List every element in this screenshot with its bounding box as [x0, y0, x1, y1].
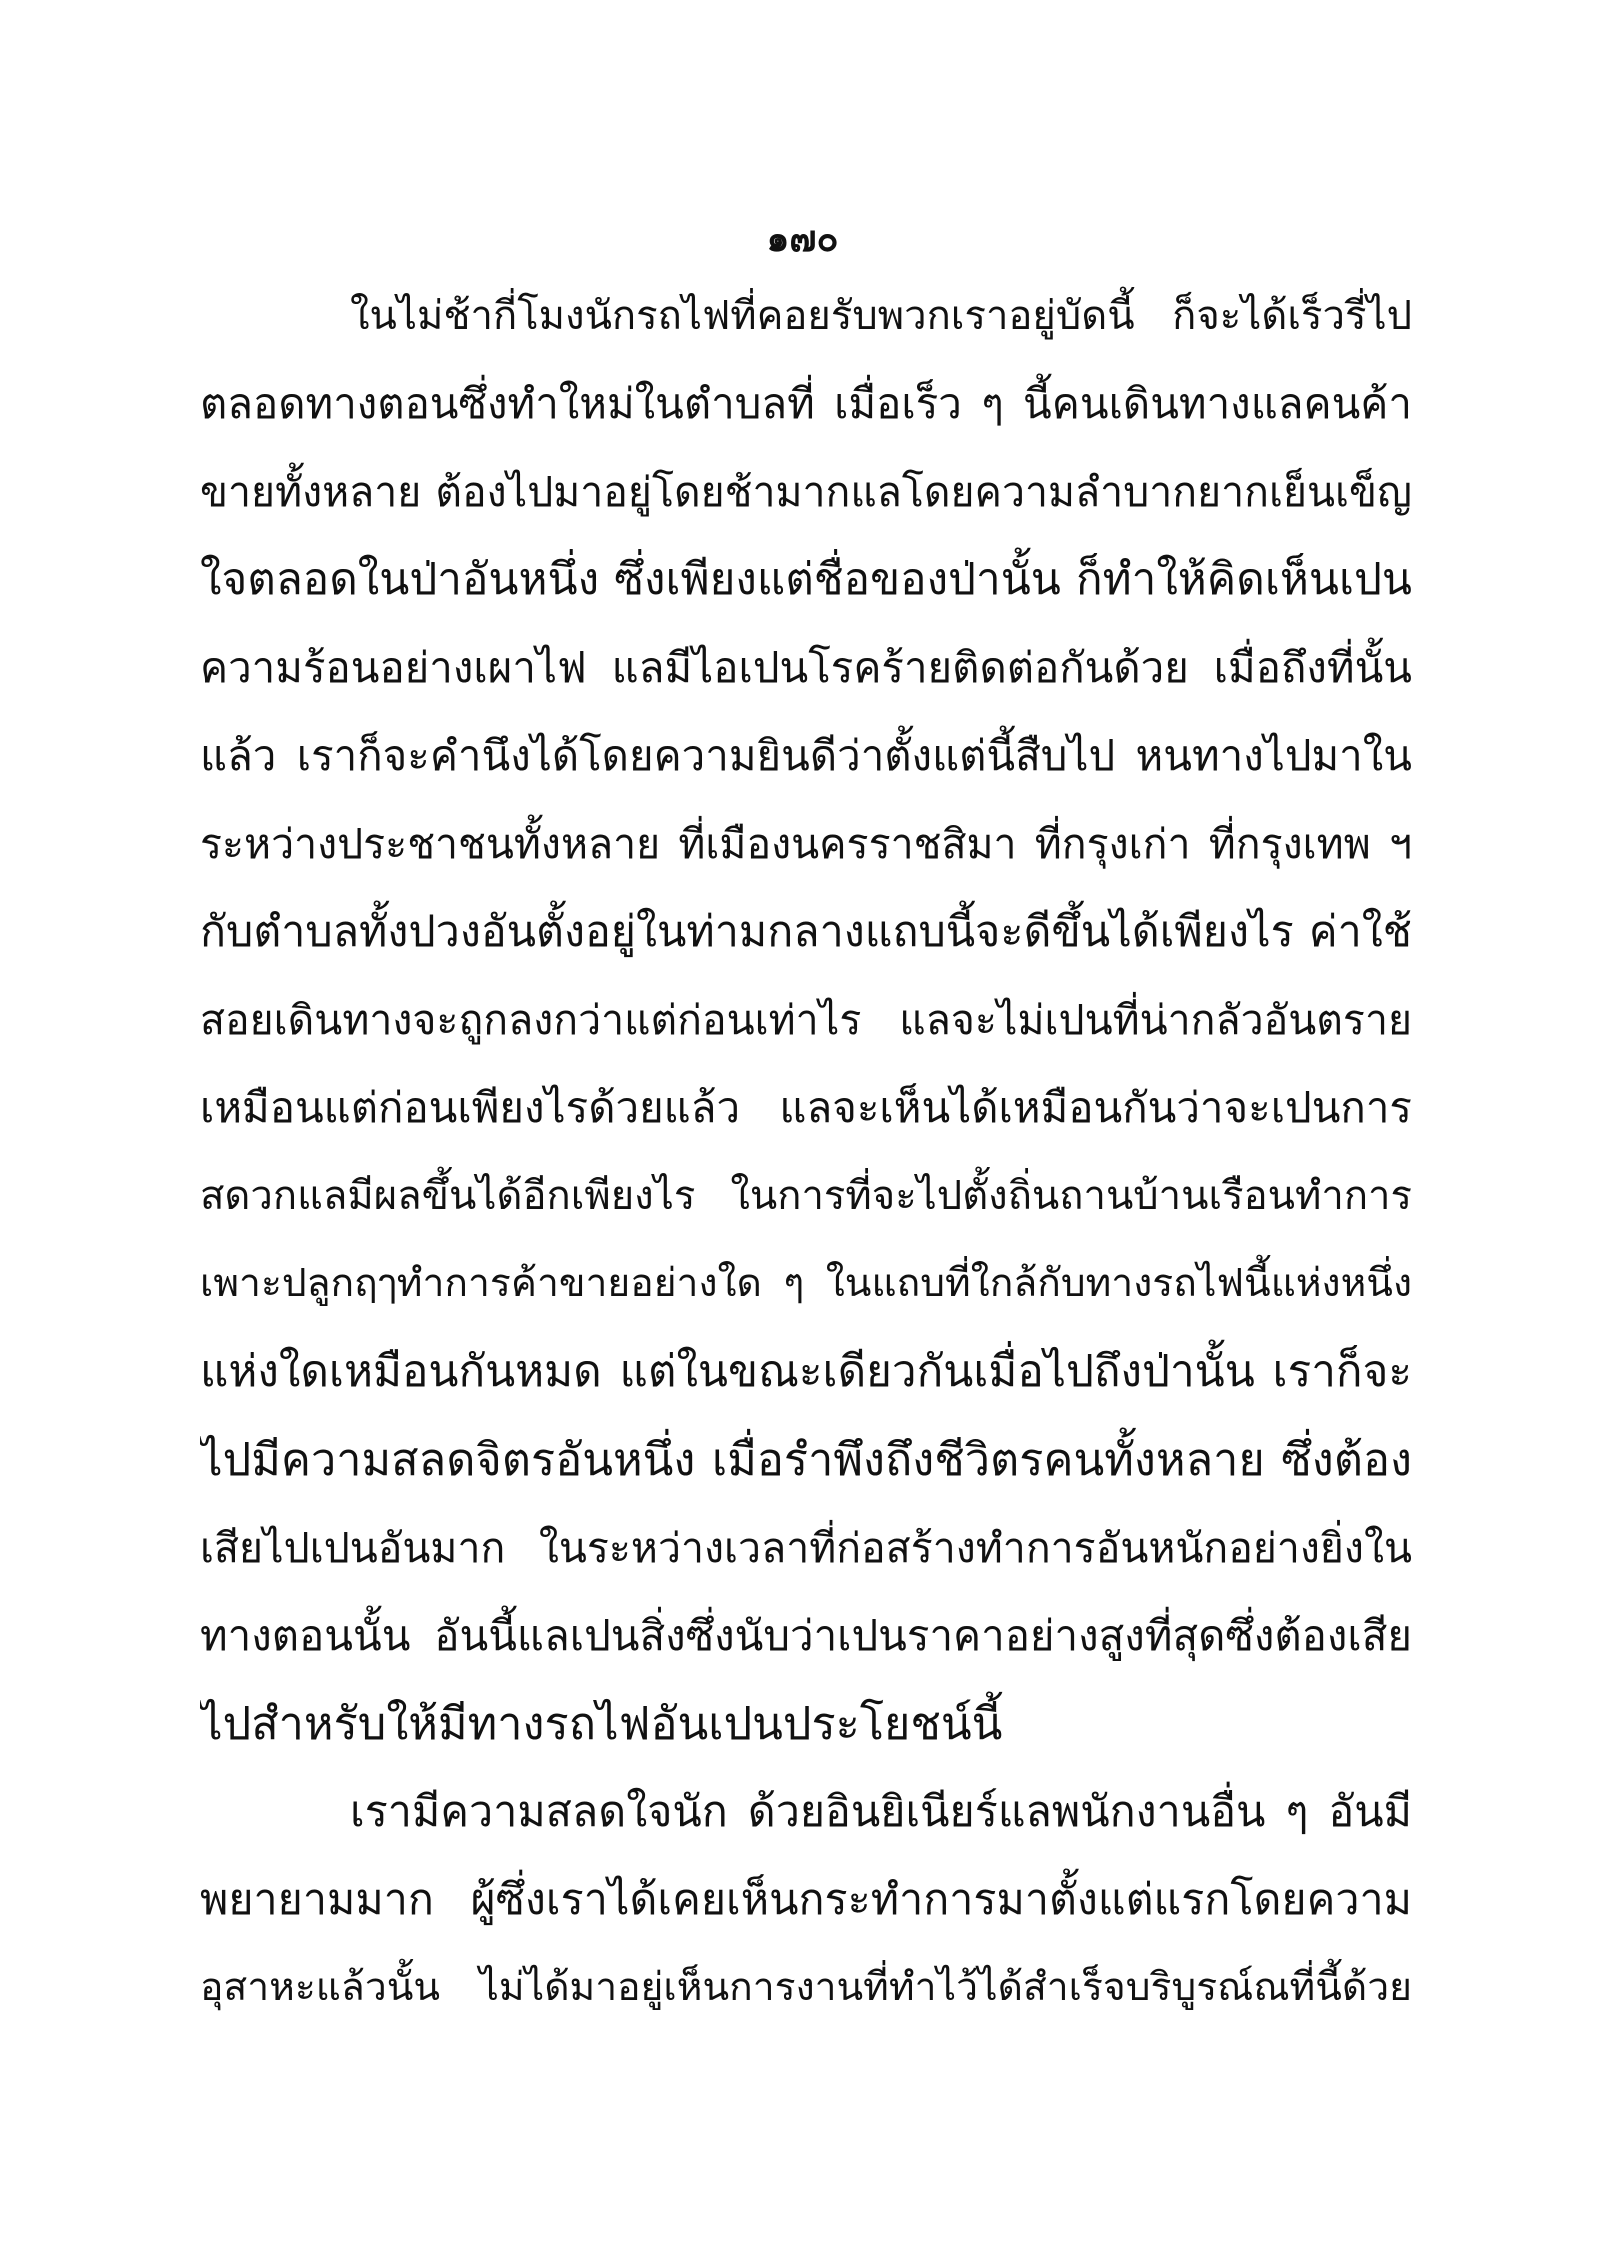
text-line: เหมือนแต่ก่อนเพียงไรด้วยแล้ว แลจะเห็นได้เหมือนกันว่าจะเปนการ — [200, 1083, 1412, 1132]
page-number: ๑๗๐ — [766, 219, 839, 260]
text-line: เสียไปเปนอันมาก ในระหว่างเวลาที่ก่อสร้างทำการอันหนักอย่างยิ่งใน — [200, 1524, 1412, 1572]
text-line: เรามีความสลดใจนัก ด้วยอินยิเนียร์แลพนักงานอื่น ๆ อันมี — [350, 1787, 1412, 1837]
text-line: ความร้อนอย่างเผาไฟ แลมีไอเปนโรคร้ายติดต่อกันด้วย เมื่อถึงที่นั้น — [200, 643, 1412, 692]
text-line: เพาะปลูกฤๅทำการค้าขายอย่างใด ๆ ในแถบที่ใกล้กับทางรถไฟนี้แห่งหนึ่ง — [200, 1261, 1412, 1306]
text-line: ใจตลอดในป่าอันหนึ่ง ซึ่งเพียงแต่ชื่อของป่านั้น ก็ทำให้คิดเห็นเปน — [200, 554, 1412, 605]
text-line: แห่งใดเหมือนกันหมด แต่ในขณะเดียวกันเมื่อไปถึงป่านั้น เราก็จะ — [200, 1346, 1412, 1397]
text-line: กับตำบลทั้งปวงอันตั้งอยู่ในท่ามกลางแถบนี้จะดีขึ้นได้เพียงไร ค่าใช้ — [200, 907, 1412, 957]
text-line: อุสาหะแล้วนั้น ไม่ได้มาอยู่เห็นการงานที่ทำไว้ได้สำเร็จบริบูรณ์ณที่นี้ด้วย — [200, 1965, 1412, 2010]
text-line: สอยเดินทางจะถูกลงกว่าแต่ก่อนเท่าไร แลจะไม่เปนที่น่ากลัวอันตราย — [200, 996, 1412, 1044]
body-text — [200, 272, 1412, 2032]
text-line: พยายามมาก ผู้ซึ่งเราได้เคยเห็นกระทำการมาตั้งแต่แรกโดยความ — [200, 1875, 1412, 1925]
text-line: สดวกแลมีผลขึ้นได้อีกเพียงไร ในการที่จะไปตั้งถิ่นถานบ้านเรือนทำการ — [200, 1173, 1412, 1219]
text-line: ในไม่ช้ากี่โมงนักรถไฟที่คอยรับพวกเราอยู่บัดนี้ ก็จะได้เร็วรี่ไป — [350, 293, 1412, 339]
text-line: แล้ว เราก็จะคำนึงได้โดยความยินดีว่าตั้งแต่นี้สืบไป หนทางไปมาใน — [200, 731, 1412, 780]
text-line: ทางตอนนั้น อันนี้แลเปนสิ่งซึ่งนับว่าเปนราคาอย่างสูงที่สุดซึ่งต้องเสีย — [200, 1611, 1412, 1660]
text-line: ไปมีความสลดจิตรอันหนึ่ง เมื่อรำพึงถึงชีวิตรคนทั้งหลาย ซึ่งต้อง — [200, 1433, 1412, 1486]
text-line: ตลอดทางตอนซึ่งทำใหม่ในตำบลที่ เมื่อเร็ว ๆ นี้คนเดินทางแลคนค้า — [200, 379, 1412, 428]
text-line: ไปสำหรับให้มีทางรถไฟอันเปนประโยชน์นี้ — [200, 1697, 1003, 1750]
text-line: ระหว่างประชาชนทั้งหลาย ที่เมืองนครราชสิมา ที่กรุงเก่า ที่กรุงเทพ ฯ — [200, 820, 1412, 868]
text-line: ขายทั้งหลาย ต้องไปมาอยู่โดยช้ามากแลโดยความลำบากยากเย็นเข็ญ — [200, 468, 1412, 516]
